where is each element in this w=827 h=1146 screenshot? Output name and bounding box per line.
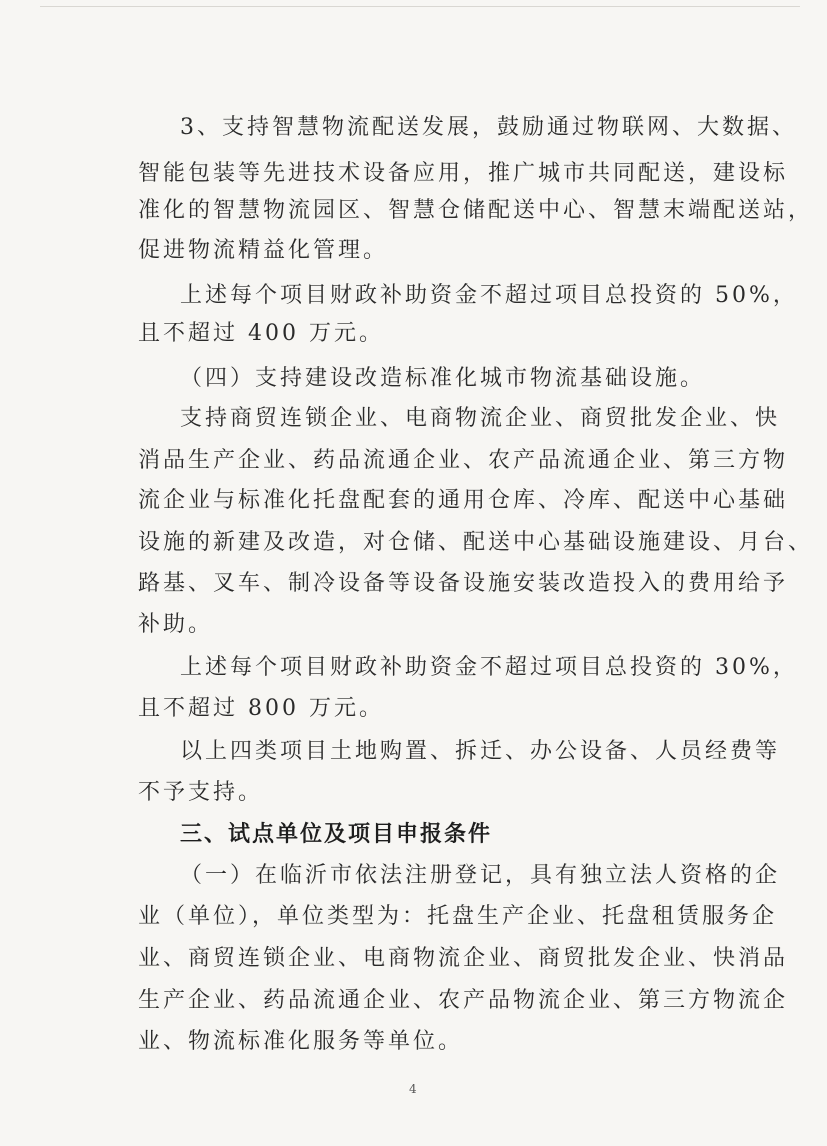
section-heading-3: 三、试点单位及项目申报条件	[180, 822, 493, 847]
page-number: 4	[409, 1082, 417, 1096]
paragraph-line-9: 消品生产企业、药品流通企业、农产品流通企业、第三方物	[138, 448, 789, 473]
paragraph-line-15: 且不超过 800 万元。	[138, 696, 384, 721]
paragraph-line-6: 且不超过 400 万元。	[138, 321, 384, 346]
paragraph-line-23: 业、物流标准化服务等单位。	[138, 1029, 464, 1054]
paragraph-line-5: 上述每个项目财政补助资金不超过项目总投资的 50%，	[180, 283, 798, 308]
paragraph-line-8: 支持商贸连锁企业、电商物流企业、商贸批发企业、快	[180, 406, 781, 431]
paragraph-line-19: （一）在临沂市依法注册登记，具有独立法人资格的企	[180, 863, 781, 888]
paragraph-line-17: 不予支持。	[138, 780, 264, 805]
paragraph-line-12: 路基、叉车、制冷设备等设备设施安装改造投入的费用给予	[138, 571, 789, 596]
scan-edge	[40, 6, 800, 7]
paragraph-line-14: 上述每个项目财政补助资金不超过项目总投资的 30%，	[180, 655, 798, 680]
paragraph-line-11: 设施的新建及改造，对仓储、配送中心基础设施建设、月台、	[138, 530, 814, 555]
paragraph-line-1: 3、支持智慧物流配送发展，鼓励通过物联网、大数据、	[180, 115, 797, 140]
paragraph-line-4: 促进物流精益化管理。	[138, 238, 389, 263]
paragraph-line-21: 业、商贸连锁企业、电商物流企业、商贸批发企业、快消品	[138, 946, 789, 971]
paragraph-line-20: 业（单位），单位类型为：托盘生产企业、托盘租赁服务企	[138, 904, 778, 929]
paragraph-line-16: 以上四类项目土地购置、拆迁、办公设备、人员经费等	[180, 739, 781, 764]
paragraph-line-13: 补助。	[138, 612, 214, 637]
paragraph-line-22: 生产企业、药品流通企业、农产品物流企业、第三方物流企	[138, 988, 789, 1013]
paragraph-line-10: 流企业与标准化托盘配套的通用仓库、冷库、配送中心基础	[138, 488, 789, 513]
section-subheading-4: （四）支持建设改造标准化城市物流基础设施。	[180, 366, 706, 391]
paragraph-line-3: 准化的智慧物流园区、智慧仓储配送中心、智慧末端配送站，	[138, 198, 814, 223]
paragraph-line-2: 智能包装等先进技术设备应用，推广城市共同配送，建设标	[138, 161, 789, 186]
